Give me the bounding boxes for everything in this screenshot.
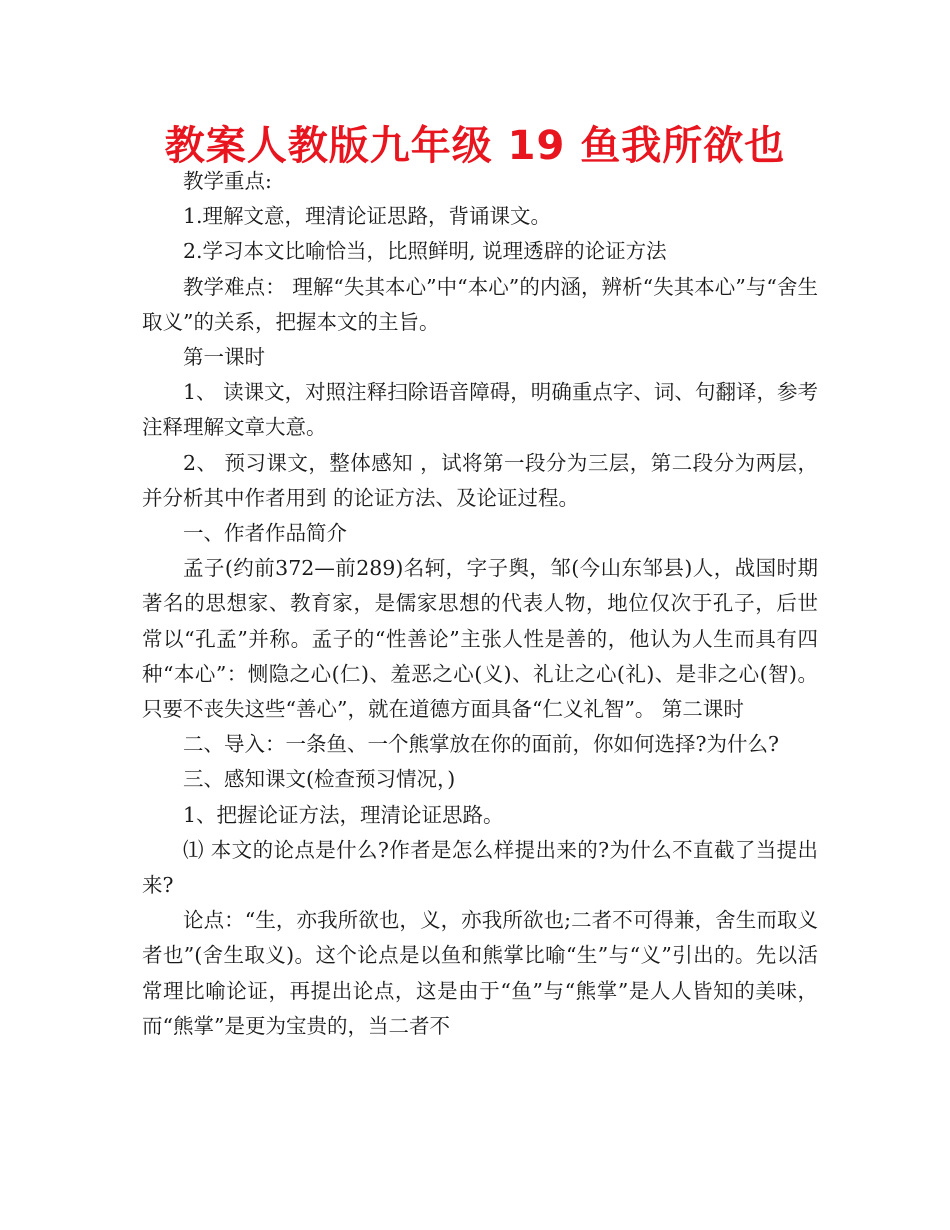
paragraph: 教学难点： 理解“失其本心”中“本心”的内涵，辨析“失其本心”与“舍生取义”的关系，把握本文的主旨。 bbox=[142, 274, 818, 334]
paragraph: 2.学习本文比喻恰当，比照鲜明, 说理透辟的论证方法 bbox=[183, 239, 667, 264]
document-body bbox=[142, 164, 818, 1044]
paragraph: 1.理解文意，理清论证思路，背诵课文。 bbox=[183, 204, 552, 229]
paragraph: 1、 读课文，对照注释扫除语音障碍，明确重点字、词、句翻译，参考注释理解文章大意。 bbox=[142, 380, 818, 440]
paragraph: 三、感知课文(检查预习情况，) bbox=[183, 767, 456, 792]
paragraph: 孟子(约前372—前289)名轲，字子舆，邹(今山东邹县)人，战国时期著名的思想家、教育家，是儒家思想的代表人物，地位仅次于孔子，后世常以“孔孟”并称。孟子的“性善论”主张人性是善的，他认为人生而具有四种“本心”：恻隐之心(仁)、羞恶之心(义)、礼让之心(礼)、是非之心(智)。只要不丧失这些“善心”，就在道德方面具备“仁义礼智”。 第二课时 bbox=[142, 556, 818, 722]
paragraph: ⑴ 本文的论点是什么?作者是怎么样提出来的?为什么不直截了当提出来? bbox=[142, 837, 818, 898]
paragraph: 二、导入：一条鱼、一个熊掌放在你的面前，你如何选择?为什么? bbox=[183, 732, 779, 757]
paragraph: 第一课时 bbox=[183, 345, 265, 370]
paragraph: 2、 预习课文，整体感知 ，试将第一段分为三层，第二段分为两层，并分析其中作者用到 的论证方法、及论证过程。 bbox=[142, 450, 818, 510]
paragraph: 论点：“生，亦我所欲也，义，亦我所欲也;二者不可得兼，舍生而取义者也”(舍生取义)。这个论点是以鱼和熊掌比喻“生”与“义”引出的。先以活常理比喻论证，再提出论点，这是由于“鱼”与“熊掌”是人人皆知的美味，而“熊掌”是更为宝贵的，当二者不 bbox=[142, 908, 818, 1038]
paragraph: 1、把握论证方法，理清论证思路。 bbox=[183, 802, 504, 827]
paragraph: 一、作者作品简介 bbox=[183, 521, 347, 546]
paragraph: 教学重点: bbox=[183, 169, 272, 193]
document-title: 教案人教版九年级 19 鱼我所欲也 bbox=[164, 123, 786, 169]
